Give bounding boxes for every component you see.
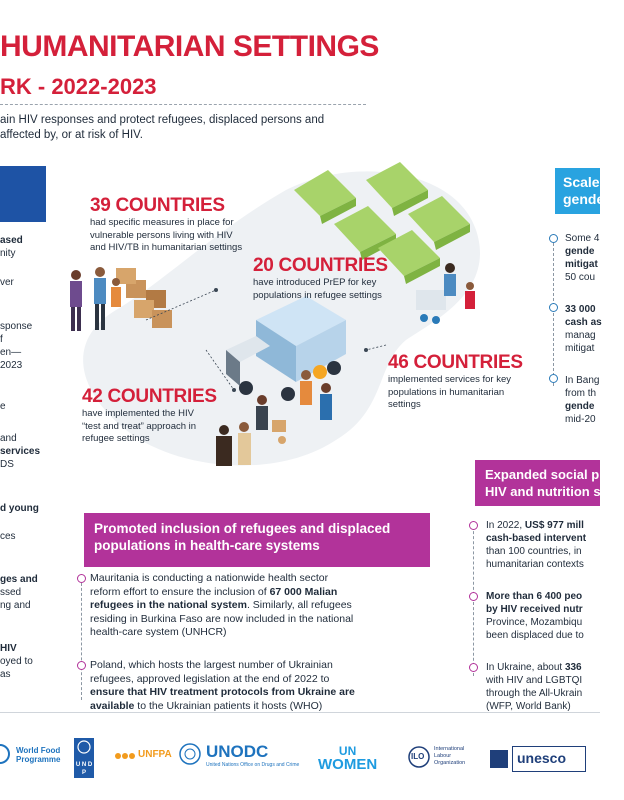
left-section-header: [0, 166, 46, 222]
callout-39-countries: [90, 195, 242, 255]
page-subtitle: RK - 2022-2023: [0, 74, 157, 99]
left-column-text: d young: [0, 503, 39, 514]
bullet-dot: [549, 303, 558, 312]
timeline-line: [81, 578, 82, 700]
stat-description: have implemented the HIV “test and treat” approach in refugee settings: [82, 408, 197, 444]
stat-number: 42 COUNTRIES: [82, 386, 217, 407]
unfpa-people-icon: [114, 748, 138, 764]
middle-item-1: Mauritania is conducting a nationwide health sector reform effort to ensure the inclusion of 67 000 Malian refugees in the national system. Similarly, all refugees residing in Burkina Faso are now included in the national health-care system (UNHCR): [90, 572, 354, 638]
left-column-text: services: [0, 446, 41, 457]
timeline-line: [553, 238, 554, 386]
bullet-dot: [469, 663, 478, 672]
stat-number: 46 COUNTRIES: [388, 352, 523, 373]
left-column-text: HIV: [0, 643, 17, 654]
left-column-text: ges and: [0, 574, 38, 585]
page-title: HUMANITARIAN SETTINGS: [0, 30, 379, 63]
stat-description: implemented services for key populations in humanitarian settings: [388, 374, 512, 410]
header-divider: [0, 104, 366, 105]
left-column-text: ng and: [0, 600, 31, 611]
bullet-dot: [469, 592, 478, 601]
bullet-dot: [77, 661, 86, 670]
stat-number: 20 COUNTRIES: [253, 255, 388, 276]
left-column-text: e: [0, 401, 6, 412]
left-column-text: sponse: [0, 321, 33, 332]
right-bottom-header: Expanded social prote HIV and nutrition serv: [475, 460, 600, 506]
right-top-item-1: Some 4 gende mitigat 50 cou: [565, 233, 600, 283]
stat-description: had specific measures in place for vulnerable persons living with HIV and HIV/TB in humanitarian settings: [90, 217, 243, 253]
callout-20-countries: [253, 255, 388, 302]
left-column-text: DS: [0, 459, 14, 470]
unesco-logo: unesco: [512, 746, 586, 772]
left-column-text: nity: [0, 248, 16, 259]
right-top-item-2: 33 000 cash as manag mitigat: [565, 304, 602, 354]
bullet-dot: [77, 574, 86, 583]
left-column-text: f: [0, 334, 3, 345]
middle-item-2: Poland, which hosts the largest number of Ukrainian refugees, approved legislation at the end of 2022 to ensure that HIV treatment protocols from Ukraine are available to the Ukrainian patients it hosts (WHO): [90, 659, 355, 712]
right-bottom-item-2: More than 6 400 peo by HIV received nutr Province, Mozambiqu been displaced due to: [486, 591, 584, 641]
right-bottom-item-1: In 2022, US$ 977 mill cash-based intervent than 100 countries, in humanitarian contexts: [486, 520, 587, 570]
left-column-text: ased: [0, 235, 23, 246]
right-top-header: Scaled gende: [555, 168, 600, 214]
timeline-line: [473, 526, 474, 676]
unwomen-logo: UN WOMEN: [318, 744, 378, 773]
unesco-temple-icon: [490, 750, 508, 768]
undp-logo: U N D P: [74, 738, 94, 778]
left-column-text: oyed to: [0, 656, 33, 667]
un-emblem-icon: [74, 738, 94, 756]
middle-section-header: Promoted inclusion of refugees and displaced populations in health-care systems: [84, 513, 430, 567]
bullet-dot: [549, 374, 558, 383]
right-top-item-3: In Bang from th gende mid-20: [565, 375, 600, 425]
intro-text: ain HIV responses and protect refugees, displaced persons and affected by, or at risk of HIV.: [0, 114, 325, 141]
callout-46-countries: [388, 352, 523, 412]
bullet-dot: [469, 521, 478, 530]
left-column-text: ces: [0, 531, 16, 542]
right-bottom-item-3: In Ukraine, about 336 with HIV and LGBTQI through the All-Ukrain (WFP, World Bank): [486, 662, 583, 712]
un-emblem-icon: [178, 742, 202, 766]
left-column-text: ver: [0, 277, 14, 288]
stat-description: have introduced PrEP for key populations in refugee settings: [253, 277, 382, 301]
callout-42-countries: [82, 386, 217, 446]
left-column-text: 2023: [0, 360, 23, 371]
stat-number: 39 COUNTRIES: [90, 195, 225, 216]
wfp-emblem-icon: [0, 744, 14, 764]
left-column-text: en—: [0, 347, 22, 358]
left-column-text: as: [0, 669, 11, 680]
left-column-text: and: [0, 433, 17, 444]
left-column-text: ssed: [0, 587, 22, 598]
bullet-dot: [549, 234, 558, 243]
